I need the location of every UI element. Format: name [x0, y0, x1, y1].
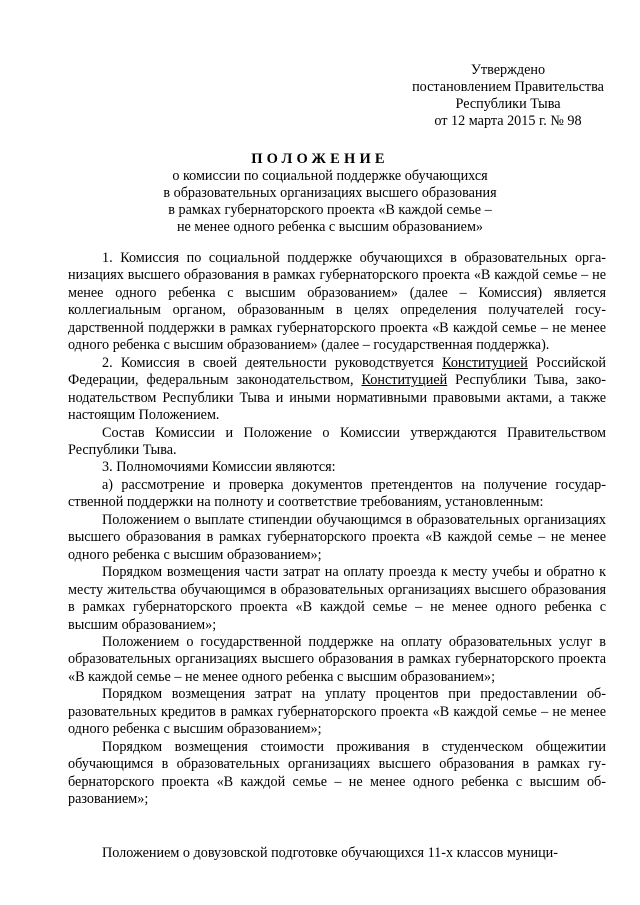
subtitle-line: о комиссии по социальной поддержке обучающихся — [172, 168, 488, 184]
paragraph-5: а) рассмотрение и проверка документов претендентов на получение государственной поддержки на полноту и соответствие требованиям, установленным: — [68, 476, 606, 511]
paragraph-6: Положением о выплате стипендии обучающимся в образовательных организациях высшего образования в рамках губернаторского проекта «В каждой семье – не менее одного ребенка с высшим образованием»; — [68, 511, 606, 563]
paragraph-7: Порядком возмещения части затрат на оплату проезда к месту учебы и обратно к месту жительства обучающимся в образовательных организациях высшего образования в рамках губернаторского проекта «В каждой семье – не менее одного ребенка с высшим образованием»; — [68, 564, 606, 633]
approval-line: Республики Тыва — [455, 96, 561, 112]
approval-line: от 12 марта 2015 г. № 98 — [434, 113, 582, 129]
approval-line: Утверждено — [470, 62, 546, 78]
paragraph-gap — [68, 809, 606, 845]
paragraph-4: 3. Полномочиями Комиссии являются: — [102, 459, 336, 476]
paragraph-2-text: Российской Федерации, федеральным законодательством, — [68, 354, 607, 389]
document-body — [68, 250, 606, 862]
constitution-rt-link[interactable]: Конституцией — [361, 372, 448, 389]
paragraph-11: Положением о довузовской подготовке обучающихся 11-х классов муници- — [102, 844, 559, 861]
subtitle-line: в образовательных организациях высшего образования — [163, 185, 497, 201]
paragraph-3: Состав Комиссии и Положение о Комиссии утверждаются Правительством Республики Тыва. — [68, 424, 606, 458]
paragraph-2-text: Республики Тыва, законодательством Республики Тыва и иными нормативными правовыми актами, а также настоящим Положением. — [68, 372, 607, 424]
paragraph-8: Положением о государственной поддержке на оплату образовательных услуг в образовательных организациях высшего образования в рамках губернаторского проекта «В каждой семье – не менее одного ребенка с высшим образованием»; — [68, 633, 606, 685]
document-title: ПОЛОЖЕНИЕ — [251, 151, 389, 167]
paragraph-10: Порядком возмещения стоимости проживания в студенческом общежитии обучающимся в образовательных организациях высшего образования в рамках губернаторского проекта «В каждой семье – не менее одного ребенка с высшим образованием»; — [68, 738, 606, 808]
paragraph-9: Порядком возмещения затрат на уплату процентов при предоставлении образовательных кредитов в рамках губернаторского проекта «В каждой семье – не менее одного ребенка с высшим образованием»; — [68, 686, 606, 738]
document-subtitle — [90, 168, 570, 236]
constitution-rf-link[interactable]: Конституцией — [442, 354, 528, 371]
subtitle-line: в рамках губернаторского проекта «В каждой семье – — [168, 202, 492, 218]
subtitle-line: не менее одного ребенка с высшим образованием» — [176, 219, 484, 235]
paragraph-1: 1. Комиссия по социальной поддержке обучающихся в образовательных организациях высшего образования в рамках губернаторского проекта «В каждой семье – не менее одного ребенка с высшим образованием» (далее – Комиссия) является коллегиальным органом, образованным в целях определения получателей государственной поддержки в рамках губернаторского проекта «В каждой семье – не менее одного ребенка с высшим образованием» (далее – государственная поддержка). — [68, 250, 606, 354]
paragraph-2-text: 2. Комиссия в своей деятельности руководствуется — [102, 354, 443, 371]
paragraph-2 — [68, 355, 606, 425]
approval-line: постановлением Правительства — [412, 79, 604, 95]
approval-stamp — [390, 62, 626, 130]
